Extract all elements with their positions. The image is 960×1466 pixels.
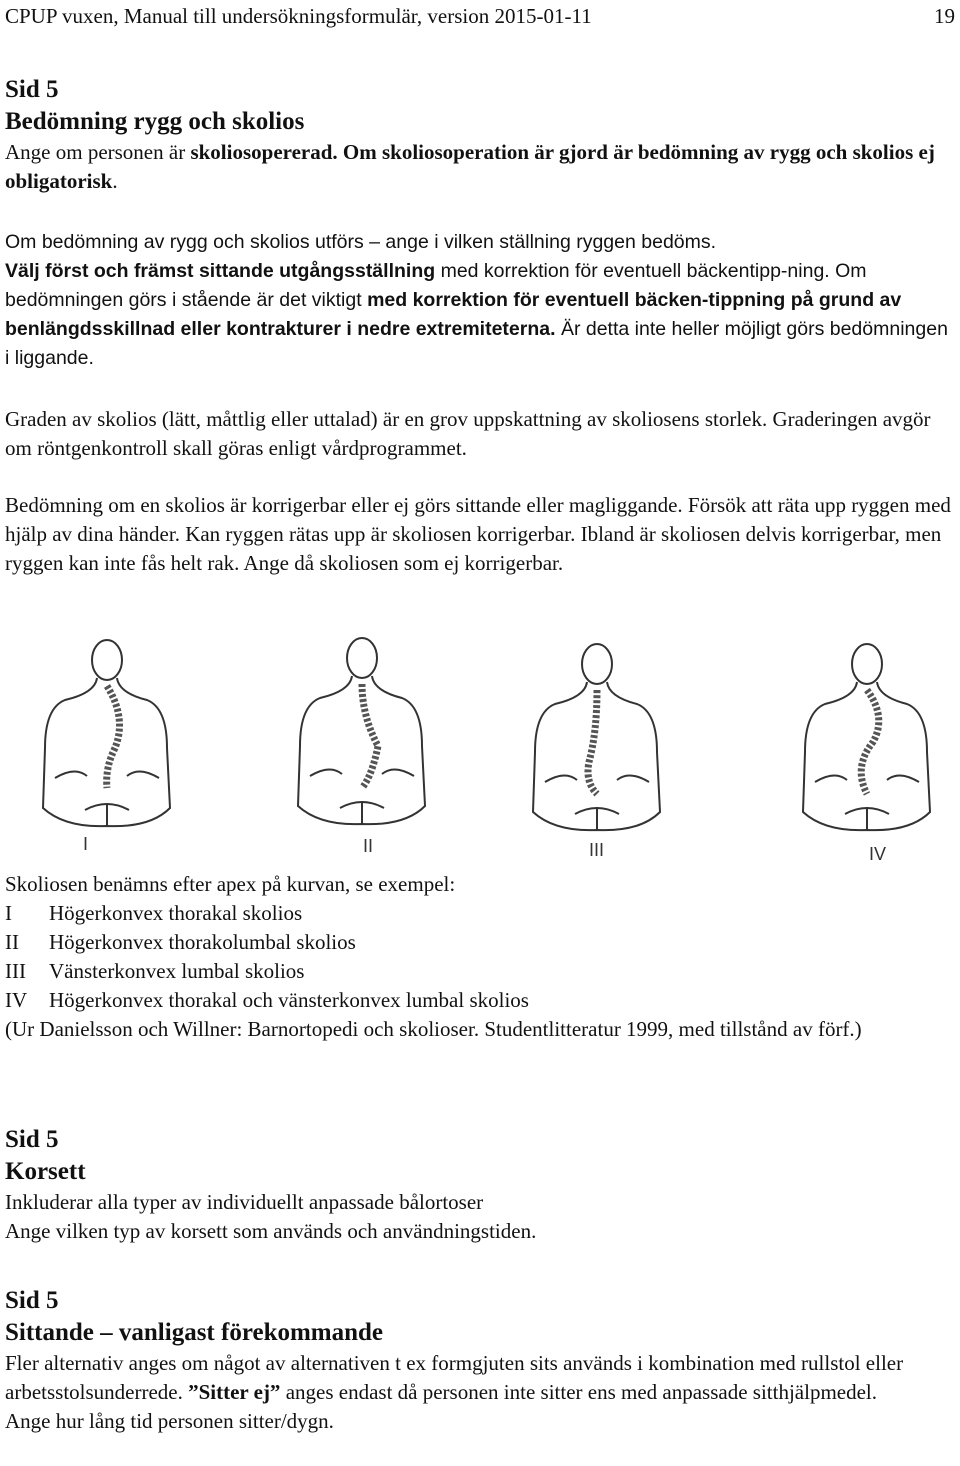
section-heading: Korsett xyxy=(5,1158,86,1185)
figure-label-III: III xyxy=(589,840,605,860)
figure-label-IV: IV xyxy=(869,844,887,864)
intro-end: . xyxy=(112,169,118,193)
sittande-text-a: Fler alternativ anges om något av alternativen t ex formgjuten sits används i kombination med rullstol eller arbetsstolsunderrede. xyxy=(5,1351,904,1404)
scoliosis-list xyxy=(5,870,957,1044)
list-text: Högerkonvex thorakal och vänsterkonvex lumbal skolios xyxy=(49,988,529,1012)
section-korsett xyxy=(5,1124,957,1246)
list-item xyxy=(5,928,957,957)
page-number: 19 xyxy=(934,4,955,28)
paragraph-correctable xyxy=(5,491,957,578)
list-intro: Skoliosen benämns efter apex på kurvan, se exempel: xyxy=(5,872,456,896)
figure-label-I: I xyxy=(83,834,89,854)
figure-IV xyxy=(795,642,945,842)
header-title: CPUP vuxen, Manual till undersökningsformulär, version 2015-01-11 xyxy=(5,4,592,28)
section-skolios xyxy=(5,74,957,196)
list-text: Högerkonvex thorakal skolios xyxy=(49,901,303,925)
p1-bold-b: Välj först och främst sittande utgångsställning xyxy=(5,260,436,282)
list-item xyxy=(5,986,957,1015)
intro-text: Ange om personen är xyxy=(5,140,191,164)
back-illustration-icon xyxy=(795,642,945,842)
figure-label-II: II xyxy=(363,836,374,856)
p1-bold-d: med korrektion för eventuell bäcken-tippning på grund av benlängdsskillnad eller kontrakturer i nedre extremiteterna. xyxy=(5,289,902,340)
sittande-paragraph xyxy=(5,1349,957,1407)
sitter-ej-bold: ”Sitter ej” xyxy=(188,1380,281,1404)
intro-bold: skoliosopererad. Om skoliosoperation är gjord är bedömning av rygg och skolios ej obligatorisk xyxy=(5,140,935,193)
back-illustration-icon xyxy=(35,638,185,838)
list-text: Vänsterkonvex lumbal skolios xyxy=(49,959,305,983)
p1-text-c: med korrektion för eventuell bäckentipp-ning. Om bedömningen görs i stående är det viktigt xyxy=(5,260,867,311)
paragraph-position xyxy=(5,228,957,373)
figure-I xyxy=(35,638,185,838)
section-sid: Sid 5 xyxy=(5,76,59,103)
p2-text: Graden av skolios (lätt, måttlig eller uttalad) är en grov uppskattning av skoliosens storlek. Graderingen avgör om röntgenkontroll skall göras enligt vårdprogrammet. xyxy=(5,407,931,460)
list-text: Högerkonvex thorakolumbal skolios xyxy=(49,930,356,954)
section-sid: Sid 5 xyxy=(5,1126,59,1153)
figure-III xyxy=(525,642,675,842)
p3-text: Bedömning om en skolios är korrigerbar eller ej görs sittande eller magliggande. Försök att räta upp ryggen med hjälp av dina händer. Kan ryggen rätas upp är skoliosen korrigerbar. Ibland är skoliosen delvis korrigerbar, men ryggen kan inte fås helt rak. Ange då skoliosen som ej korrigerbar. xyxy=(5,493,951,575)
paragraph-grading xyxy=(5,405,957,463)
list-key: IV xyxy=(5,988,28,1012)
scoliosis-figures xyxy=(5,630,960,870)
source-citation: (Ur Danielsson och Willner: Barnortopedi och skolioser. Studentlitteratur 1999, med tillstånd av förf.) xyxy=(5,1017,862,1041)
page-header xyxy=(5,2,955,30)
section-heading: Bedömning rygg och skolios xyxy=(5,108,305,135)
list-item xyxy=(5,899,957,928)
sittande-text-c: anges endast då personen inte sitter ens med anpassade sitthjälpmedel. xyxy=(280,1380,878,1404)
intro-paragraph xyxy=(5,138,957,196)
p1-text-e: Är detta inte heller möjligt görs bedömningen i liggande. xyxy=(5,318,948,369)
section-sid: Sid 5 xyxy=(5,1287,59,1314)
korsett-line1: Inkluderar alla typer av individuellt anpassade bålortoser xyxy=(5,1190,484,1214)
sittande-line2: Ange hur lång tid personen sitter/dygn. xyxy=(5,1409,334,1433)
figure-II xyxy=(290,636,440,836)
section-sittande xyxy=(5,1285,957,1436)
list-key: I xyxy=(5,901,12,925)
back-illustration-icon xyxy=(525,642,675,842)
list-key: II xyxy=(5,930,19,954)
back-illustration-icon xyxy=(290,636,440,836)
list-key: III xyxy=(5,959,26,983)
korsett-line2: Ange vilken typ av korsett som används och användningstiden. xyxy=(5,1219,537,1243)
list-item xyxy=(5,957,957,986)
p1-text-a: Om bedömning av rygg och skolios utförs – ange i vilken ställning ryggen bedöms. xyxy=(5,231,717,253)
section-heading: Sittande – vanligast förekommande xyxy=(5,1319,384,1346)
